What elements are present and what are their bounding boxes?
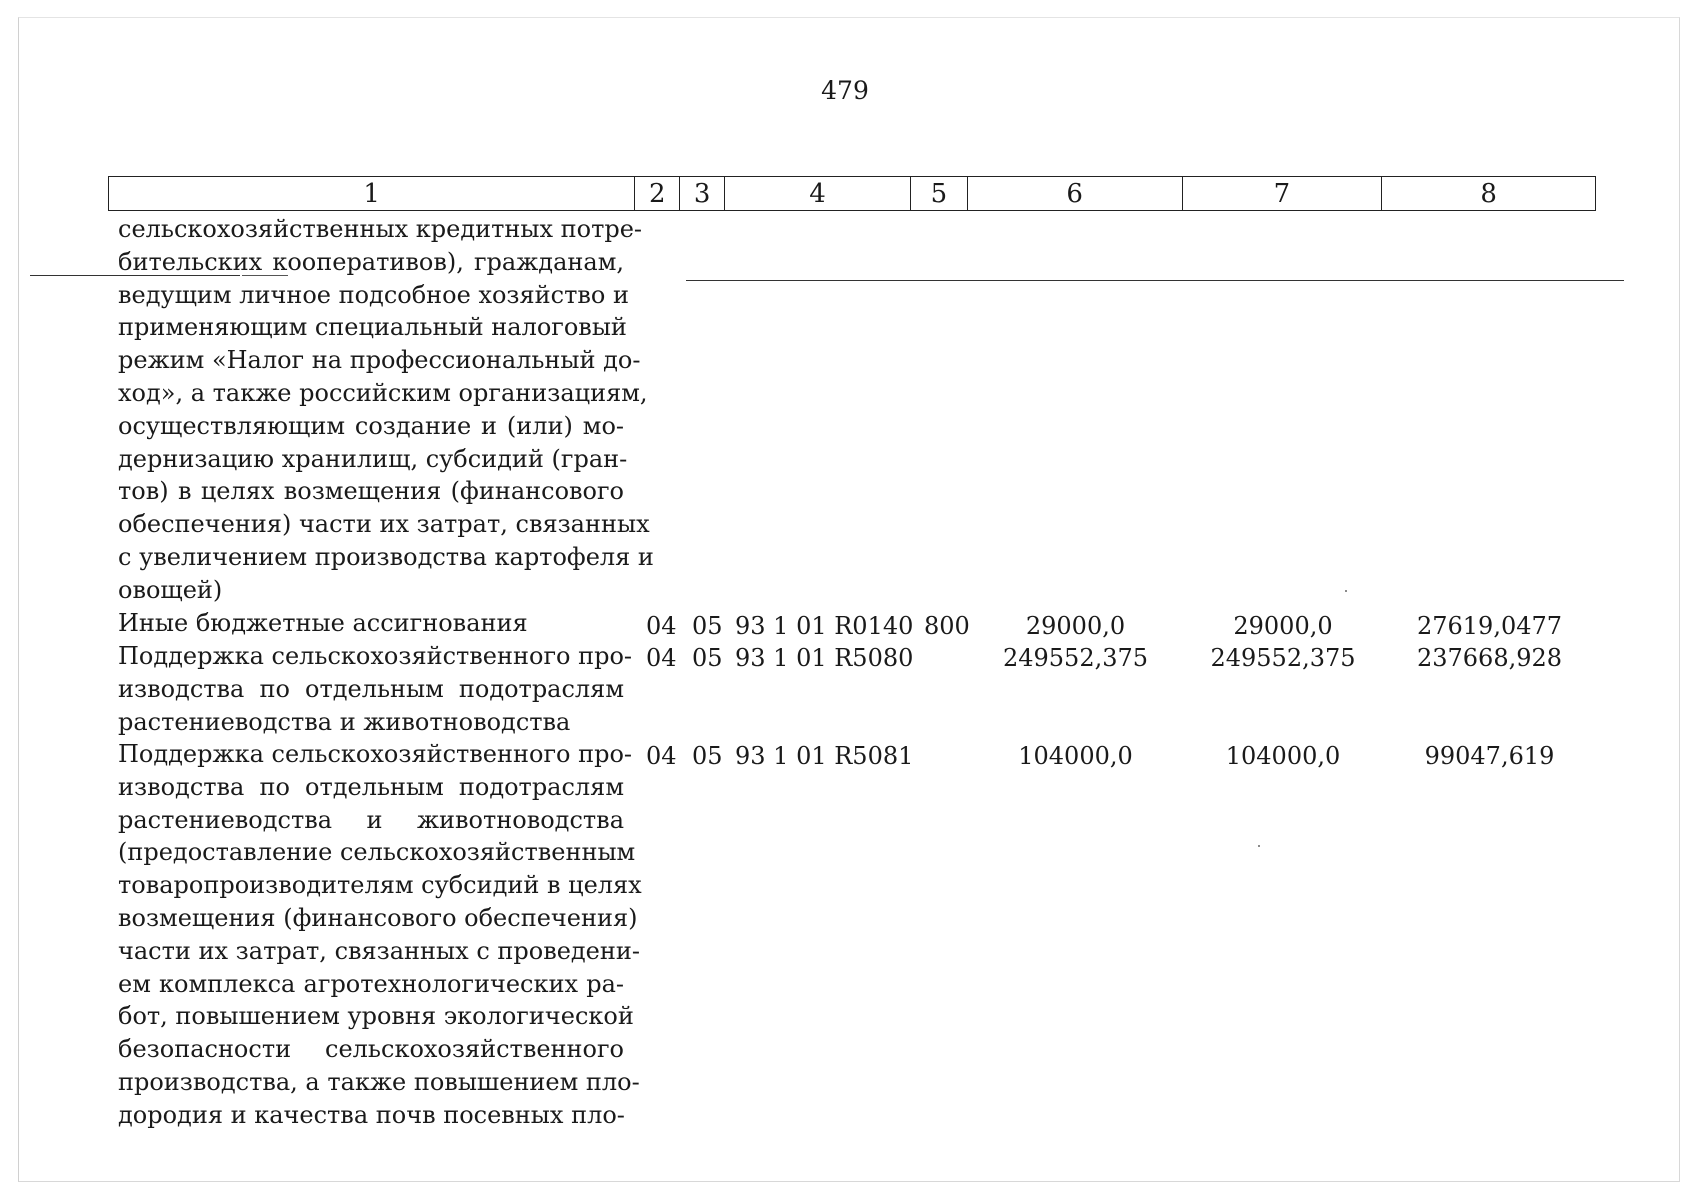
cell-amount-8: 27619,0477 (1416, 612, 1563, 640)
desc-line: бительских кооперативов), гражданам, (118, 247, 624, 276)
header-col-7: 7 (1183, 177, 1383, 210)
header-col-3: 3 (680, 177, 725, 210)
cell-amount-8: 99047,619 (1424, 742, 1555, 770)
scan-rule-right (686, 280, 1624, 281)
desc-line: с увеличением производства картофеля и (118, 542, 654, 571)
desc-line: применяющим специальный налоговый (118, 313, 627, 342)
cell-subsection: 05 (692, 742, 723, 770)
scan-speck (1345, 590, 1347, 592)
desc-line: безопасности сельскохозяйственного (118, 1035, 624, 1064)
header-col-8: 8 (1480, 179, 1497, 209)
page-number: 479 (821, 76, 869, 105)
desc-line: (предоставление сельскохозяйственным (118, 838, 636, 867)
row-description (118, 213, 654, 607)
header-col-2: 2 (635, 177, 680, 210)
cell-expense-type: 800 (924, 612, 970, 640)
desc-line: ведущим личное подсобное хозяйство и (118, 280, 629, 309)
desc-line: ход», а также российским организациям, (118, 378, 648, 407)
cell-amount-7: 104000,0 (1225, 742, 1341, 770)
table-header (108, 176, 1596, 211)
row-description (118, 607, 624, 640)
desc-line: части их затрат, связанных с проведени- (118, 936, 640, 965)
cell-amount-8: 237668,928 (1416, 644, 1563, 672)
header-col-1: 1 (109, 177, 635, 210)
desc-line: изводства по отдельным подотраслям (118, 772, 624, 801)
desc-line: дородия и качества почв посевных пло- (118, 1100, 625, 1129)
desc-line: овощей) (118, 575, 223, 604)
desc-line: дернизацию хранилищ, субсидий (гран- (118, 444, 628, 473)
desc-line: растениеводства и животноводства (118, 805, 624, 834)
cell-amount-7: 29000,0 (1233, 612, 1333, 640)
cell-amount-6: 29000,0 (1025, 612, 1126, 640)
desc-line: осуществляющим создание и (или) мо- (118, 411, 624, 440)
cell-target-code: 93 1 01 R0140 (735, 612, 914, 640)
header-col-6: 6 (968, 177, 1183, 210)
desc-line: Поддержка сельскохозяйственного про- (118, 642, 633, 670)
desc-line: бот, повышением уровня экологической (118, 1002, 634, 1031)
desc-line: возмещения (финансового обеспечения) (118, 903, 638, 932)
cell-subsection: 05 (692, 612, 723, 640)
desc-line: изводства по отдельным подотраслям (118, 674, 624, 703)
cell-amount-6: 249552,375 (1002, 644, 1149, 672)
desc-line: тов) в целях возмещения (финансового (118, 477, 624, 506)
cell-target-code: 93 1 01 R5081 (735, 742, 914, 770)
row-description (118, 640, 633, 738)
header-col-5: 5 (911, 177, 968, 210)
cell-section: 04 (646, 644, 677, 672)
desc-line: обеспечения) части их затрат, связанных (118, 510, 650, 539)
desc-line: растениеводства и животноводства (118, 707, 571, 736)
cell-amount-6: 104000,0 (1018, 742, 1133, 770)
desc-line: ем комплекса агротехнологических ра- (118, 969, 624, 998)
desc-line: Иные бюджетные ассигнования (118, 609, 528, 637)
cell-section: 04 (646, 742, 677, 770)
desc-line: режим «Налог на профессиональный до- (118, 346, 641, 375)
desc-line: Поддержка сельскохозяйственного про- (118, 740, 633, 768)
row-description (118, 738, 642, 1132)
header-col-4: 4 (725, 177, 911, 210)
cell-target-code: 93 1 01 R5080 (735, 644, 914, 672)
cell-amount-7: 249552,375 (1210, 644, 1356, 672)
desc-line: товаропроизводителям субсидий в целях (118, 871, 642, 900)
cell-section: 04 (646, 612, 677, 640)
desc-line: производства, а также повышением пло- (118, 1067, 640, 1096)
cell-subsection: 05 (692, 644, 723, 672)
scan-speck (1258, 845, 1260, 847)
desc-line: сельскохозяйственных кредитных потре- (118, 215, 643, 243)
